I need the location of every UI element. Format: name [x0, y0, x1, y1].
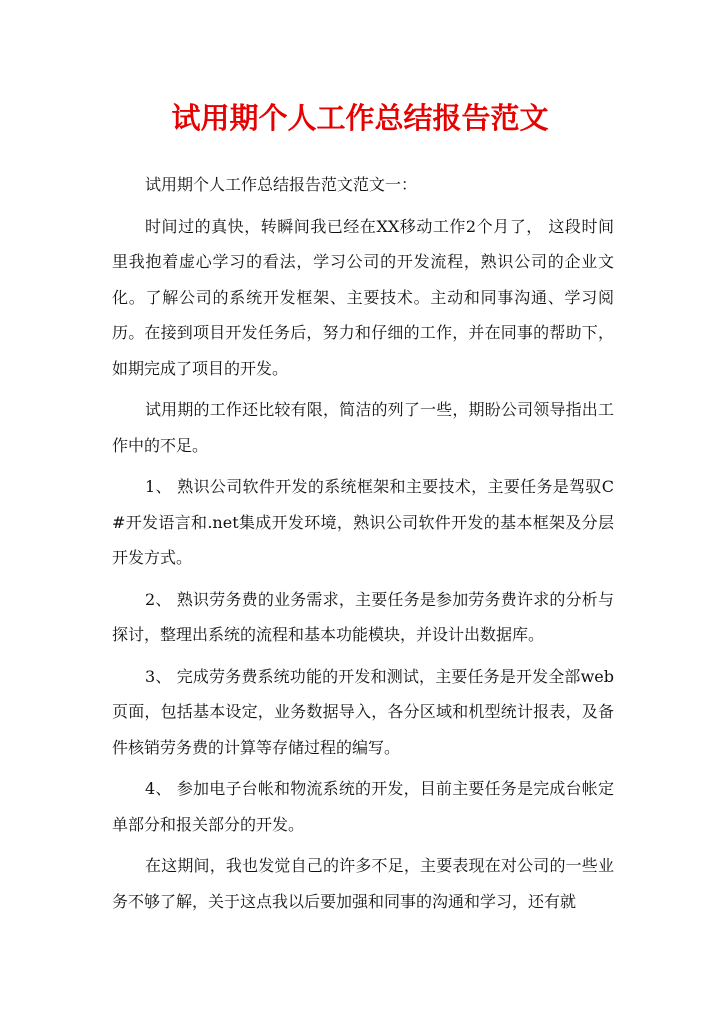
paragraph-item-3: 3、 完成劳务费系统功能的开发和测试，主要任务是开发全部web页面，包括基本设定，业务数据导入，各分区域和机型统计报表，及备件核销劳务费的计算等存储过程的编写。	[112, 666, 614, 757]
document-body	[112, 167, 614, 925]
paragraph-item-1: 1、 熟识公司软件开发的系统框架和主要技术，主要任务是驾驭C#开发语言和.net集成开发环境，熟识公司软件开发的基本框架及分层开发方式。	[112, 477, 614, 567]
paragraph-item-4: 4、 参加电子台帐和物流系统的开发，目前主要任务是完成台帐定单部分和报关部分的开发。	[112, 779, 614, 834]
paragraph-summary: 试用期的工作还比较有限，简洁的列了一些，期盼公司领导指出工作中的不足。	[112, 400, 614, 455]
paragraph-item-2: 2、 熟识劳务费的业务需求，主要任务是参加劳务费许求的分析与探讨，整理出系统的流程和基本功能模块，并设计出数据库。	[112, 589, 614, 644]
document-title: 试用期个人工作总结报告范文	[171, 101, 549, 135]
paragraph-intro: 时间过的真快，转瞬间我已经在XX移动工作2个月了， 这段时间里我抱着虚心学习的看法，学习公司的开发流程，熟识公司的企业文化。了解公司的系统开发框架、主要技术。主动和同事沟通、学习阅历。在接到项目开发任务后，努力和仔细的工作，并在同事的帮助下，如期完成了项目的开发。	[112, 216, 614, 378]
paragraph-subtitle: 试用期个人工作总结报告范文范文一：	[145, 175, 418, 194]
paragraph-reflection: 在这期间，我也发觉自己的许多不足，主要表现在对公司的一些业务不够了解，关于这点我以后要加强和同事的沟通和学习，还有就	[112, 856, 614, 911]
